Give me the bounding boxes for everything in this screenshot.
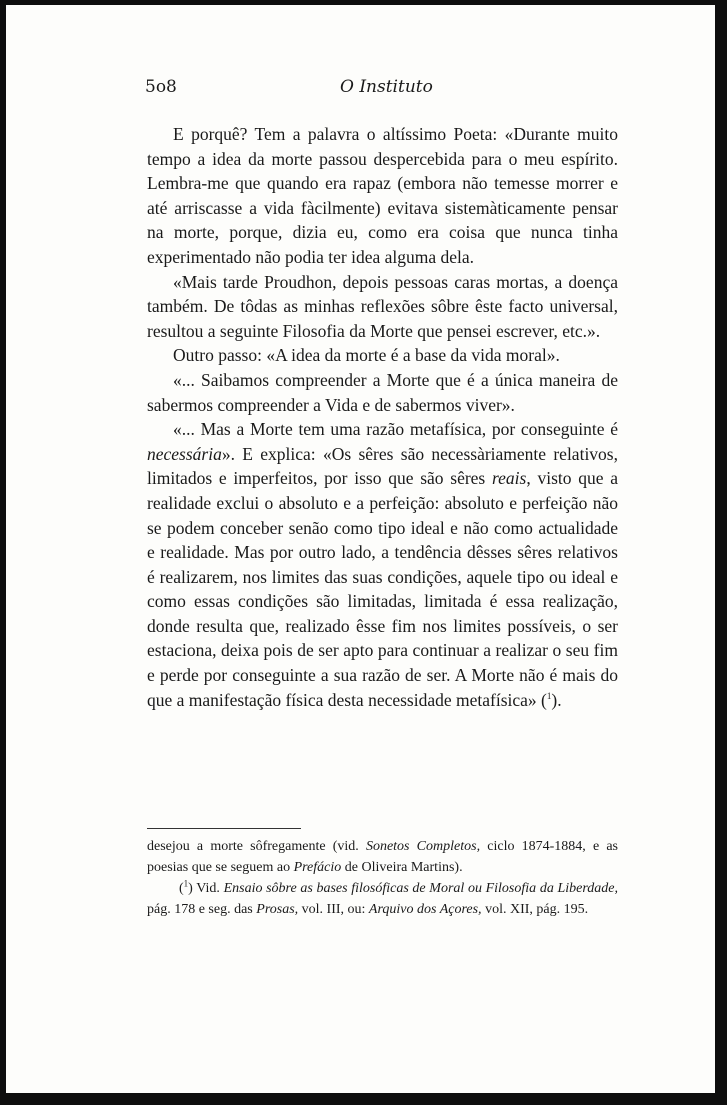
italic-title: Prosas, [256, 902, 299, 917]
paragraph-3: Outro passo: «A idea da morte é a base da vida moral». [173, 345, 560, 366]
footnote-continuation [147, 836, 618, 878]
text-run: de Oliveira Martins). [341, 860, 463, 875]
footnote-rule [147, 828, 301, 829]
text-run: ( [179, 881, 184, 896]
footnote-number: 1 [183, 878, 189, 889]
italic-title: Sonetos Completos, [365, 839, 481, 854]
text-run: , visto que a realidade exclui o absoluto e a perfeição: absoluto e perfeição não se podem conceber senão como tipo ideal e não como actualidade e realidade. Mas por outro lado, a tendência dêsses sêres relativos é realizarem, nos limites das suas condições, aquele tipo ou ideal e como essas condições são limitadas, limitada é essa realização, donde resulta que, realizado êsse fim nos limites possíveis, o ser estaciona, deixa pois de ser apto para continuar a realizar o seu fim e perde por conseguinte a sua razão de ser. A Morte não é mais do que a manifestação física desta necessidade metafísica» ( [147, 468, 618, 710]
text-run: vol. XII, pág. 195. [481, 902, 589, 917]
text-run: ) Vid. [188, 881, 224, 896]
text-run: pág. 178 e seg. das [147, 902, 257, 917]
text-run: ». E explica: «Os sêres são necessàriamente relativos, limitados e imperfeitos, por isso que são sêres [147, 443, 618, 489]
running-title: O Instituto [340, 77, 433, 97]
text-run: vol. III, ou: [298, 902, 369, 917]
italic-title: Ensaio sôbre as bases filosóficas de Moral ou Filosofia da Liberdade, [223, 881, 619, 896]
body-text [147, 122, 618, 712]
footnotes [147, 836, 618, 920]
footnote-1 [147, 878, 618, 920]
italic-title: Prefácio [293, 860, 342, 875]
text-run: «... Mas a Morte tem uma razão metafísica, por conseguinte é [173, 419, 618, 440]
text-run: desejou a morte sôfregamente (vid. [147, 839, 366, 854]
italic-title: Arquivo dos Açores, [368, 902, 482, 917]
footnote-ref: 1 [546, 690, 552, 701]
page-number: 5o8 [145, 77, 177, 97]
text-run: ). [551, 689, 562, 710]
paragraph-5 [147, 417, 618, 712]
paragraph-4: «... Saibamos compreender a Morte que é a única maneira de sabermos compreender a Vida e de sabermos viver». [147, 369, 618, 415]
text-run: ciclo 1874-1884, e as poesias que se seguem ao [147, 839, 619, 875]
italic-term-necessaria: necessária [147, 443, 222, 464]
book-page [6, 5, 715, 1093]
paragraph-2: «Mais tarde Proudhon, depois pessoas caras mortas, a doença também. De tôdas as minhas reflexões sôbre êste facto universal, resultou a seguinte Filosofia da Morte que pensei escrever, etc.». [147, 271, 618, 341]
italic-term-reais: reais [491, 468, 527, 489]
paragraph-1: E porquê? Tem a palavra o altíssimo Poeta: «Durante muito tempo a idea da morte passou despercebida para o meu espírito. Lembra-me que quando era rapaz (embora não temesse morrer e até arriscasse a vida fàcilmente) evitava sistemàticamente pensar na morte, porque, dizia eu, como era coisa que nunca tinha experimentado não podia ter idea alguma dela. [147, 124, 618, 267]
